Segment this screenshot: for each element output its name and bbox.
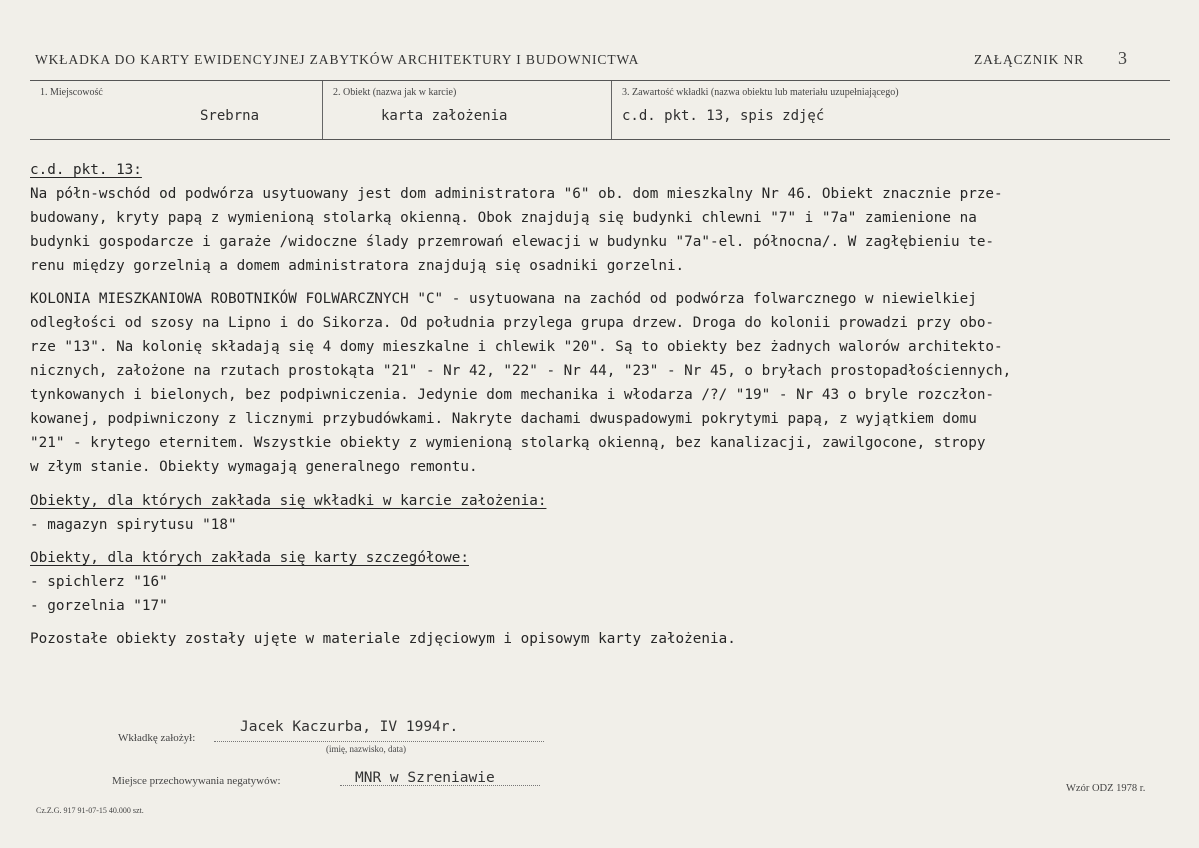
paragraph-line: kowanej, podpiwniczony z licznymi przybudówkami. Nakryte dachami dwuspadowymi pokrytymi papą, z wyjątkiem domu	[30, 411, 977, 427]
locality-cell	[30, 81, 322, 139]
paragraph-1	[30, 182, 1180, 278]
object-cell	[322, 81, 612, 139]
list-2-heading: Obiekty, dla których zakłada się karty szczegółowe:	[30, 550, 469, 566]
fields-box	[30, 80, 1170, 140]
paragraph-line: KOLONIA MIESZKANIOWA ROBOTNIKÓW FOLWARCZNYCH "C" - usytuowana na zachód od podwórza folwarcznego w niewielkiej	[30, 291, 977, 307]
content-label: 3. Zawartość wkładki (nazwa obiektu lub materiału uzupełniającego)	[622, 87, 899, 98]
author-caption: (imię, nazwisko, data)	[326, 744, 406, 754]
paragraph-line: rze "13". Na kolonię składają się 4 domy mieszkalne i chlewik "20". Są to obiekty bez żadnych walorów architekto-	[30, 339, 1003, 355]
list-item: - magazyn spirytusu "18"	[30, 517, 237, 533]
locality-label: 1. Miejscowość	[40, 87, 103, 98]
object-value: karta założenia	[381, 108, 508, 124]
paragraph-line: Na półn-wschód od podwórza usytuowany jest dom administratora "6" ob. dom mieszkalny Nr 46. Obiekt znacznie prze-	[30, 186, 1003, 202]
list-item: - gorzelnia "17"	[30, 598, 168, 614]
object-label: 2. Obiekt (nazwa jak w karcie)	[333, 87, 457, 98]
closing-note: Pozostałe obiekty zostały ujęte w materiale zdjęciowym i opisowym karty założenia.	[30, 631, 736, 647]
print-info: Cz.Z.G. 917 91-07-15 40.000 szt.	[36, 806, 144, 815]
paragraph-line: budynki gospodarcze i garaże /widoczne ślady przemrowań elewacji w budynku "7a"-el. północna/. W zagłębieniu te-	[30, 234, 995, 250]
form-title: WKŁADKA DO KARTY EWIDENCYJNEJ ZABYTKÓW ARCHITEKTURY I BUDOWNICTWA	[35, 52, 640, 67]
author-dotted-line	[214, 741, 544, 742]
list-item: - spichlerz "16"	[30, 574, 168, 590]
paragraph-line: renu między gorzelnią a domem administratora znajdują się osadniki gorzelni.	[30, 258, 685, 274]
negatives-value: MNR w Szreniawie	[355, 770, 495, 786]
paragraph-line: budowany, kryty papą z wymienioną stolarką okienną. Obok znajdują się budynki chlewni "7" i "7a" zamienione na	[30, 210, 977, 226]
paragraph-line: nicznych, założone na rzutach prostokąta "21" - Nr 42, "22" - Nr 44, "23" - Nr 45, o bryłach prostopadłościennych,	[30, 363, 1012, 379]
form-reference: Wzór ODZ 1978 r.	[1066, 783, 1146, 794]
author-label: Wkładkę założył:	[118, 732, 196, 744]
paragraph-line: odległości od szosy na Lipno i do Sikorza. Od południa przylega grupa drzew. Droga do kolonii prowadzi przy obo-	[30, 315, 995, 331]
list-1-heading: Obiekty, dla których zakłada się wkładki w karcie założenia:	[30, 493, 547, 509]
document-body	[30, 158, 1180, 651]
paragraph-line: tynkowanych i bielonych, bez podpiwniczenia. Jedynie dom mechanika i włodarza /?/ "19" - Nr 43 o bryle rozczłon-	[30, 387, 995, 403]
paragraph-line: w złym stanie. Obiekty wymagają generalnego remontu.	[30, 459, 478, 475]
locality-value: Srebrna	[200, 108, 260, 124]
content-value: c.d. pkt. 13, spis zdjęć	[622, 108, 825, 124]
paragraph-line: "21" - krytego eternitem. Wszystkie obiekty z wymienioną stolarką okienną, bez kanalizacji, zawilgocone, stropy	[30, 435, 986, 451]
section-heading: c.d. pkt. 13:	[30, 162, 142, 178]
annex-number: 3	[1118, 48, 1127, 68]
negatives-label: Miejsce przechowywania negatywów:	[112, 775, 281, 787]
author-value: Jacek Kaczurba, IV 1994r.	[240, 719, 459, 735]
paragraph-2	[30, 287, 1180, 479]
annex-label: ZAŁĄCZNIK NR	[974, 52, 1085, 67]
content-cell	[611, 81, 1171, 139]
